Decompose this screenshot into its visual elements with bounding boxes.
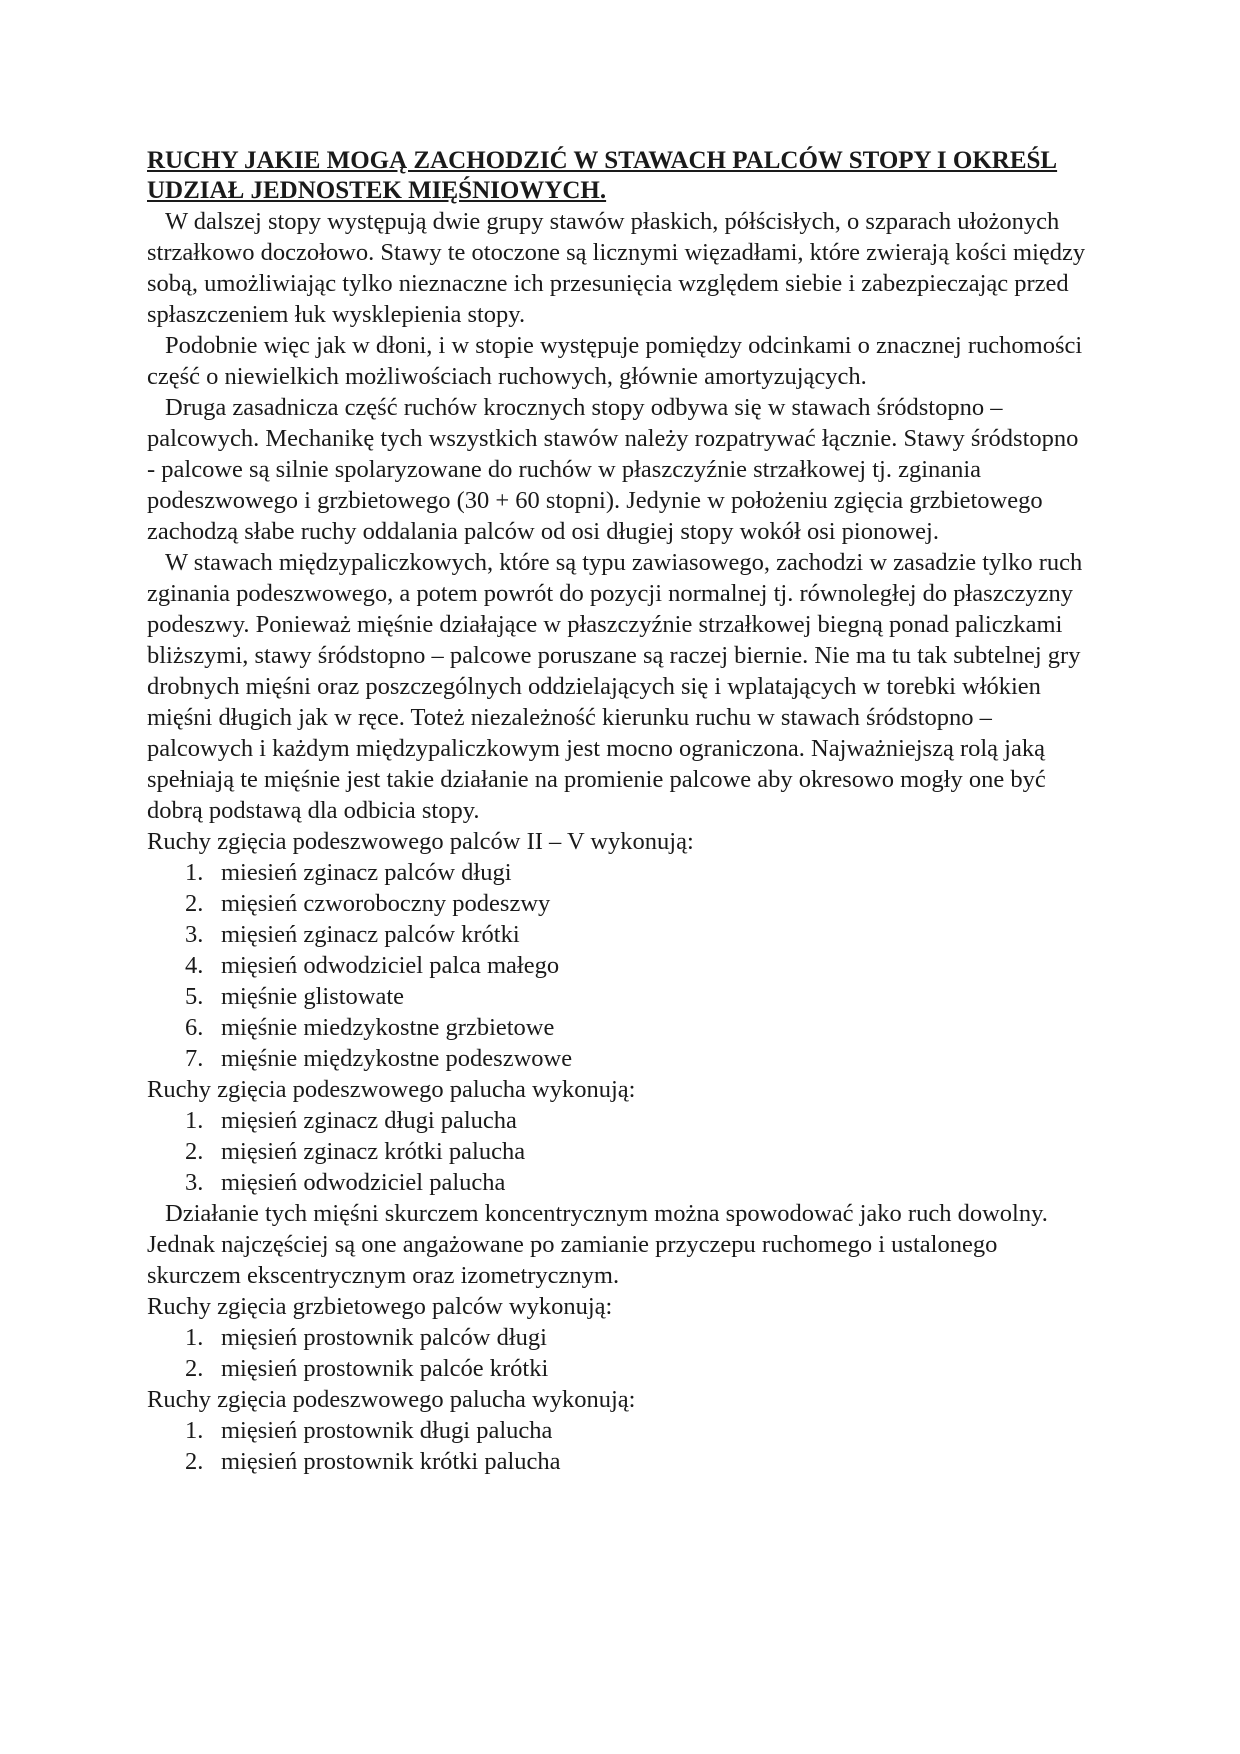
list-number: 3. bbox=[185, 921, 204, 948]
list-number: 2. bbox=[185, 1138, 204, 1165]
list-item-text: mięśnie glistowate bbox=[221, 983, 405, 1010]
list-number: 6. bbox=[185, 1014, 204, 1041]
muscle-list-dorsal-toes bbox=[147, 1322, 1087, 1384]
list-item bbox=[147, 1136, 1087, 1167]
list-item bbox=[147, 1353, 1087, 1384]
list-item-text: mięsień czworoboczny podeszwy bbox=[221, 890, 551, 917]
list-item bbox=[147, 888, 1087, 919]
list-number: 1. bbox=[185, 1107, 204, 1134]
list-heading-plantar-toes: Ruchy zgięcia podeszwowego palców II – V wykonują: bbox=[147, 828, 694, 855]
list-item-text: mięsień zginacz długi palucha bbox=[221, 1107, 517, 1134]
list-number: 2. bbox=[185, 1448, 204, 1475]
list-item-text: mięsień zginacz palców krótki bbox=[221, 921, 520, 948]
list-item bbox=[147, 857, 1087, 888]
list-number: 2. bbox=[185, 890, 204, 917]
list-item-text: mięsień zginacz krótki palucha bbox=[221, 1138, 526, 1165]
list-heading-plantar-hallux: Ruchy zgięcia podeszwowego palucha wykonują: bbox=[147, 1076, 636, 1103]
paragraph-4: W stawach międzypaliczkowych, które są typu zawiasowego, zachodzi w zasadzie tylko ruch zginania podeszwowego, a potem powrót do pozycji normalnej tj. równoległej do płaszczyzny podeszwy. Ponieważ mięśnie działające w płaszczyźnie strzałkowej biegną ponad paliczkami bliższymi, stawy śródstopno – palcowe poruszane są raczej biernie. Nie ma tu tak subtelnej gry drobnych mięśni oraz poszczególnych oddzielających się i wplatających w torebki włókien mięśni długich jak w ręce. Toteż niezależność kierunku ruchu w stawach śródstopno – palcowych i każdym międzypaliczkowym jest mocno ograniczona. Najważniejszą rolą jaką spełniają te mięśnie jest takie działanie na promienie palcowe aby okresowo mogły one być dobrą podstawą dla odbicia stopy. bbox=[147, 549, 1083, 824]
list-number: 1. bbox=[185, 1417, 204, 1444]
list-item-text: mięsień prostownik palców długi bbox=[221, 1324, 547, 1351]
list-item bbox=[147, 1415, 1087, 1446]
list-item bbox=[147, 919, 1087, 950]
list-item bbox=[147, 1446, 1087, 1477]
list-number: 1. bbox=[185, 859, 204, 886]
document-title: RUCHY JAKIE MOGĄ ZACHODZIĆ W STAWACH PALCÓW STOPY I OKREŚL UDZIAŁ JEDNOSTEK MIĘŚNIOWYCH. bbox=[147, 147, 1058, 204]
paragraph-5: Działanie tych mięśni skurczem koncentrycznym można spowodować jako ruch dowolny. Jednak najczęściej są one angażowane po zamianie przyczepu ruchomego i ustalonego skurczem ekscentrycznym oraz izometrycznym. bbox=[147, 1200, 1048, 1289]
list-number: 5. bbox=[185, 983, 204, 1010]
list-item-text: mięsień prostownik palcóe krótki bbox=[221, 1355, 549, 1382]
list-item bbox=[147, 950, 1087, 981]
list-item bbox=[147, 1012, 1087, 1043]
list-item-text: miesień zginacz palców długi bbox=[221, 859, 512, 886]
list-item bbox=[147, 1043, 1087, 1074]
list-number: 4. bbox=[185, 952, 204, 979]
paragraph-1: W dalszej stopy występują dwie grupy stawów płaskich, półścisłych, o szparach ułożonych strzałkowo doczołowo. Stawy te otoczone są licznymi więzadłami, które zwierają kości między sobą, umożliwiając tylko nieznaczne ich przesunięcia względem siebie i zabezpieczając przed spłaszczeniem łuk wysklepienia stopy. bbox=[147, 208, 1086, 328]
list-item bbox=[147, 1167, 1087, 1198]
paragraph-2: Podobnie więc jak w dłoni, i w stopie występuje pomiędzy odcinkami o znacznej ruchomości część o niewielkich możliwościach ruchowych, głównie amortyzujących. bbox=[147, 332, 1083, 390]
list-item-text: mięsień prostownik długi palucha bbox=[221, 1417, 553, 1444]
muscle-list-plantar-hallux bbox=[147, 1105, 1087, 1198]
list-item-text: mięśnie miedzykostne grzbietowe bbox=[221, 1014, 555, 1041]
list-item-text: mięsień odwodziciel palca małego bbox=[221, 952, 560, 979]
list-item-text: mięsień odwodziciel palucha bbox=[221, 1169, 506, 1196]
paragraph-3: Druga zasadnicza część ruchów krocznych stopy odbywa się w stawach śródstopno – palcowych. Mechanikę tych wszystkich stawów należy rozpatrywać łącznie. Stawy śródstopno - palcowe są silnie spolaryzowane do ruchów w płaszczyźnie strzałkowej tj. zginania podeszwowego i grzbietowego (30 + 60 stopni). Jedynie w położeniu zgięcia grzbietowego zachodzą słabe ruchy oddalania palców od osi długiej stopy wokół osi pionowej. bbox=[147, 394, 1079, 545]
list-number: 7. bbox=[185, 1045, 204, 1072]
list-item-text: mięśnie międzykostne podeszwowe bbox=[221, 1045, 573, 1072]
list-number: 2. bbox=[185, 1355, 204, 1382]
muscle-list-hallux-extensors bbox=[147, 1415, 1087, 1477]
list-item bbox=[147, 1105, 1087, 1136]
document-page bbox=[147, 146, 1087, 1477]
list-heading-hallux-extensors: Ruchy zgięcia podeszwowego palucha wykonują: bbox=[147, 1386, 636, 1413]
list-number: 1. bbox=[185, 1324, 204, 1351]
list-item-text: mięsień prostownik krótki palucha bbox=[221, 1448, 561, 1475]
list-number: 3. bbox=[185, 1169, 204, 1196]
list-item bbox=[147, 1322, 1087, 1353]
list-item bbox=[147, 981, 1087, 1012]
list-heading-dorsal-toes: Ruchy zgięcia grzbietowego palców wykonują: bbox=[147, 1293, 613, 1320]
muscle-list-plantar-toes bbox=[147, 857, 1087, 1074]
